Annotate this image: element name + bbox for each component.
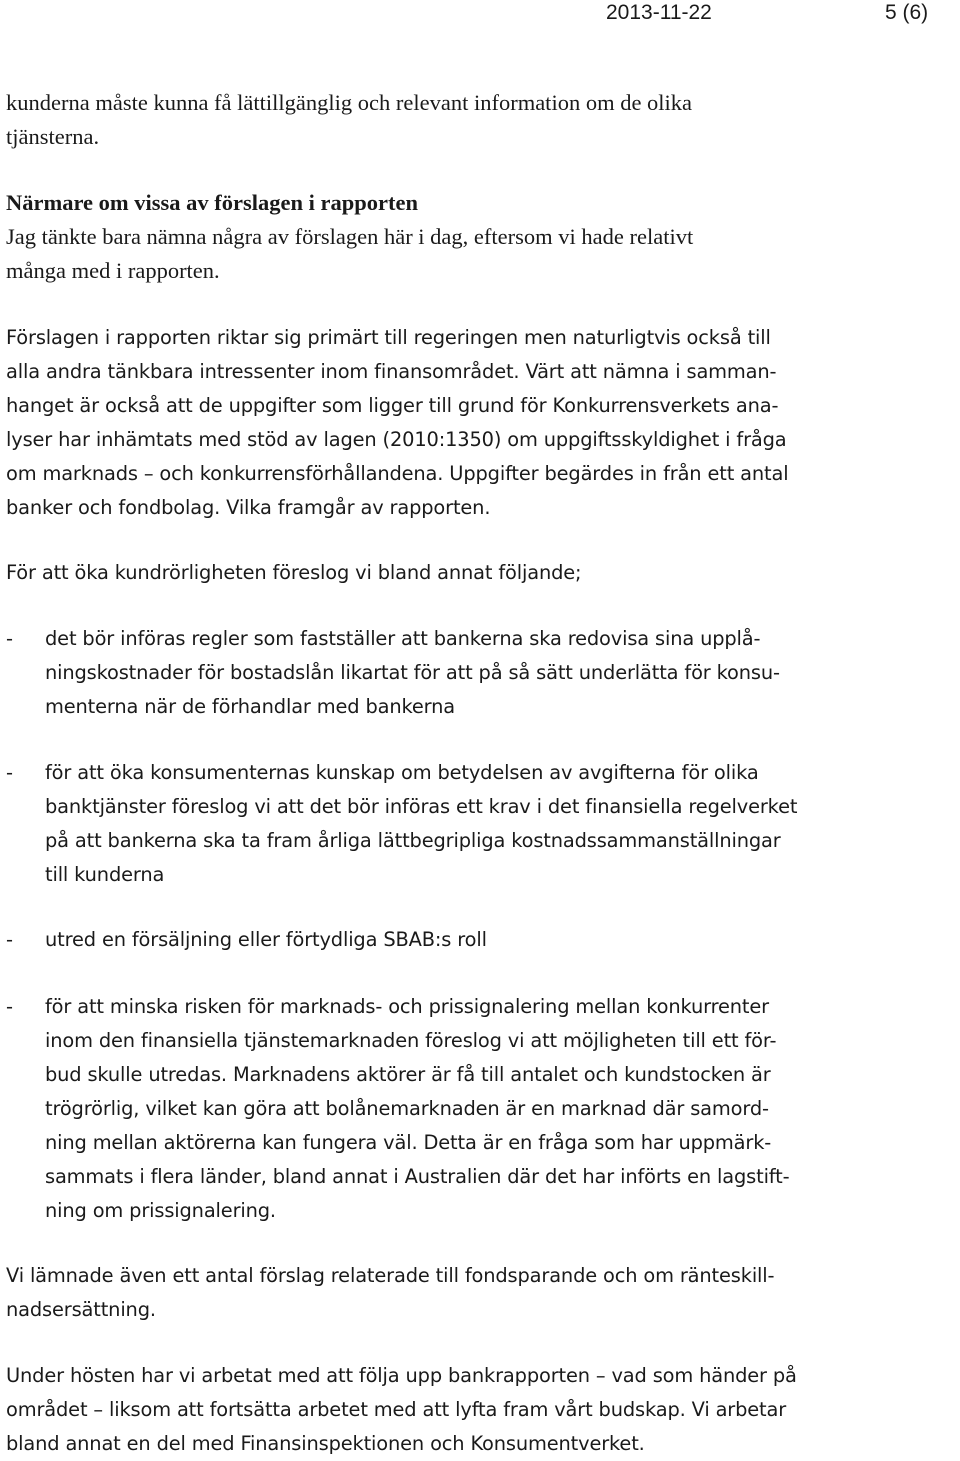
text-line: till kunderna <box>45 863 165 886</box>
text-line: området – liksom att fortsätta arbetet med att lyfta fram vårt budskap. Vi arbetar <box>6 1398 787 1421</box>
text-line: för att minska risken för marknads- och prissignalering mellan konkurrenter <box>45 995 769 1018</box>
list-item-text <box>45 990 956 1228</box>
text-line: om marknads – och konkurrensförhållandena. Uppgifter begärdes in från ett antal <box>6 462 789 485</box>
text-line: för att öka konsumenternas kunskap om betydelsen av avgifterna för olika <box>45 761 759 784</box>
text-line: ningskostnader för bostadslån likartat för att på så sätt underlätta för konsu- <box>45 661 780 684</box>
text-line: på att bankerna ska ta fram årliga lättbegripliga kostnadssammanställningar <box>45 829 781 852</box>
text-line: banker och fondbolag. Vilka framgår av rapporten. <box>6 496 491 519</box>
text-line: nadsersättning. <box>6 1298 156 1321</box>
text-line: ning om prissignalering. <box>45 1199 276 1222</box>
bullet-dash: - <box>6 995 13 1018</box>
text-line: alla andra tänkbara intressenter inom finansområdet. Värt att nämna i samman- <box>6 360 777 383</box>
paragraph-intro <box>6 86 956 154</box>
paragraph-fund-proposals <box>6 1259 956 1327</box>
text-line: inom den finansiella tjänstemarknaden föreslog vi att möjligheten till ett för- <box>45 1029 777 1052</box>
text-line: många med i rapporten. <box>6 258 220 283</box>
text-line: sammats i flera länder, bland annat i Australien där det har införts en lagstift- <box>45 1165 790 1188</box>
text-line: banktjänster föreslog vi att det bör införas ett krav i det finansiella regelverket <box>45 795 798 818</box>
text-line: lyser har inhämtats med stöd av lagen (2010:1350) om uppgiftsskyldighet i fråga <box>6 428 787 451</box>
section-proposals <box>6 186 956 288</box>
text-line: utred en försäljning eller förtydliga SBAB:s roll <box>45 928 487 951</box>
text-line: Jag tänkte bara nämna några av förslagen här i dag, eftersom vi hade relativt <box>6 224 694 249</box>
paragraph-recipients <box>6 321 956 525</box>
text-line: Under hösten har vi arbetat med att följa upp bankrapporten – vad som händer på <box>6 1364 797 1387</box>
header-date: 2013-11-22 <box>606 1 712 24</box>
paragraph-list-intro <box>6 556 956 590</box>
text-line: bud skulle utredas. Marknadens aktörer är få till antalet och kundstocken är <box>45 1063 771 1086</box>
text-line: Förslagen i rapporten riktar sig primärt till regeringen men naturligtvis också till <box>6 326 771 349</box>
text-line: Vi lämnade även ett antal förslag relaterade till fondsparande och om ränteskill- <box>6 1264 775 1287</box>
text-line: ning mellan aktörerna kan fungera väl. Detta är en fråga som har uppmärk- <box>45 1131 772 1154</box>
section-heading: Närmare om vissa av förslagen i rapporten <box>6 190 419 215</box>
text-line: bland annat en del med Finansinspektionen och Konsumentverket. <box>6 1432 645 1455</box>
list-item-text <box>45 756 956 892</box>
paragraph-follow-up <box>6 1359 956 1461</box>
page-number: 5 (6) <box>885 1 929 24</box>
bullet-dash: - <box>6 928 13 951</box>
list-item-text <box>45 923 956 957</box>
bullet-dash: - <box>6 627 13 650</box>
list-item-text <box>45 622 956 724</box>
bullet-dash: - <box>6 761 13 784</box>
text-line: För att öka kundrörligheten föreslog vi bland annat följande; <box>6 561 582 584</box>
text-line: tjänsterna. <box>6 124 100 149</box>
text-line: kunderna måste kunna få lättillgänglig och relevant information om de olika <box>6 90 693 115</box>
text-line: trögrörlig, vilket kan göra att bolånemarknaden är en marknad där samord- <box>45 1097 769 1120</box>
text-line: hanget är också att de uppgifter som ligger till grund för Konkurrensverkets ana- <box>6 394 779 417</box>
text-line: det bör införas regler som fastställer att bankerna ska redovisa sina upplå- <box>45 627 761 650</box>
text-line: menterna när de förhandlar med bankerna <box>45 695 456 718</box>
